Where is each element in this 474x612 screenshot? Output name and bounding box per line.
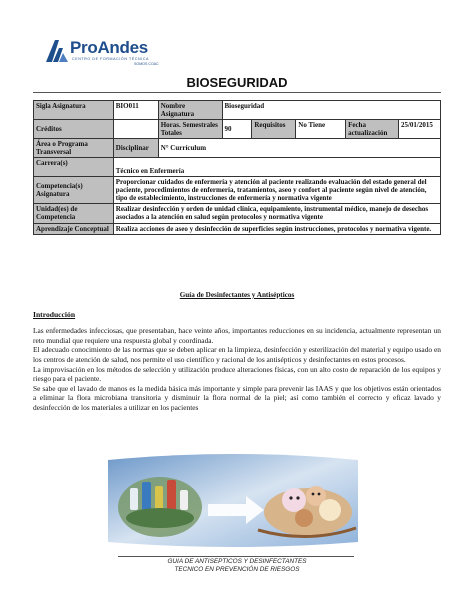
area-label: Área o Programa Transversal — [34, 139, 114, 158]
sigla-value: BIO011 — [113, 101, 158, 120]
nombre-value: Bioseguridad — [222, 101, 440, 120]
fecha-value: 25/01/2015 — [398, 120, 440, 139]
disinfection-illustration — [108, 452, 358, 550]
sigla-label: Sigla Asignatura — [34, 101, 114, 120]
intro-heading: Introducción — [33, 310, 76, 319]
fecha-label: Fecha actualización — [346, 120, 399, 139]
creditos-value — [113, 120, 158, 139]
footer-line2: TECNICO EN PREVENCIÓN DE RIESGOS — [174, 566, 300, 573]
page-title: BIOSEGURIDAD — [186, 75, 288, 90]
nombre-label: Nombre Asignatura — [158, 101, 222, 120]
title-divider — [33, 92, 441, 93]
paragraph: Las enfermedades infecciosas, que presentaban, hace veinte años, importantes reducciones en su incidencia, actualmente representan un reto mundial que requiere una respuesta global y coordinada. — [33, 326, 441, 345]
brand-name: ProAndes — [70, 38, 148, 57]
creditos-label: Créditos — [34, 120, 114, 139]
aprendizaje-value: Realiza acciones de aseo y desinfección de superficies según instrucciones, protocolos y normativa vigente. — [113, 223, 440, 234]
carrera-label: Carrera(s) — [34, 158, 114, 177]
horas-value: 90 — [222, 120, 252, 139]
carrera-value: Técnico en Enfermería — [113, 158, 440, 177]
brand-tagline: CENTRO DE FORMACIÓN TÉCNICA — [72, 57, 150, 61]
footer-line1: GUIA DE ANTISEPTICOS Y DESINFECTANTES — [167, 558, 307, 565]
requisitos-value: No Tiene — [296, 120, 346, 139]
proandes-logo-icon — [44, 38, 70, 64]
brand-sub: SOMOS COAC — [134, 62, 159, 66]
unidad-label: Unidad(es) de Competencia — [34, 204, 114, 223]
requisitos-label: Requisitos — [252, 120, 296, 139]
horas-label: Horas. Semestrales Totales — [158, 120, 222, 139]
intro-body — [33, 326, 441, 413]
aprendizaje-label: Aprendizaje Conceptual — [34, 223, 114, 234]
paragraph: La improvisación en los métodos de selección y utilización produce alteraciones físicas, con un alto costo de reparación de los equipos y riesgo para el paciente. — [33, 364, 441, 384]
course-info-table — [33, 100, 441, 235]
guide-title: Guía de Desinfectantes y Antisépticos — [179, 291, 295, 299]
paragraph: El adecuado conocimiento de las normas que se deben aplicar en la limpieza, desinfección y esterilización del material y equipo usado en los centros de atención de salud, nos permite el uso científico y racional de los antisépticos y desinfectantes en estos procesos. — [33, 345, 441, 364]
proandes-logo — [44, 36, 159, 76]
disciplinar-label: Disciplinar — [113, 139, 158, 158]
unidad-value: Realizar desinfección y orden de unidad clínica, equipamiento, instrumental médico, manejo de desechos asociados a la atención en salud según protocolos y normativa vigente — [113, 204, 440, 223]
curriculum-label: N° Currículum — [158, 139, 440, 158]
footer-divider — [118, 556, 354, 557]
paragraph: Se sabe que el lavado de manos es la medida básica más importante y simple para prevenir las IAAS y que los objetivos están orientados a eliminar la flora microbiana transitoria y disminuir la flora normal de la piel; así como también el correcto y eficaz lavado y desinfección de los materiales a utilizar en los pacientes — [33, 383, 441, 412]
competencia-value: Proporcionar cuidados de enfermería y atención al paciente realizando evaluación del estado general del paciente, procedimientos de enfermería, tratamientos, aseo y confort al paciente según nivel de atención, tipo de establecimiento, instrucciones de enfermería y normativa vigente — [113, 177, 440, 204]
competencia-label: Competencia(s) Asignatura — [34, 177, 114, 204]
